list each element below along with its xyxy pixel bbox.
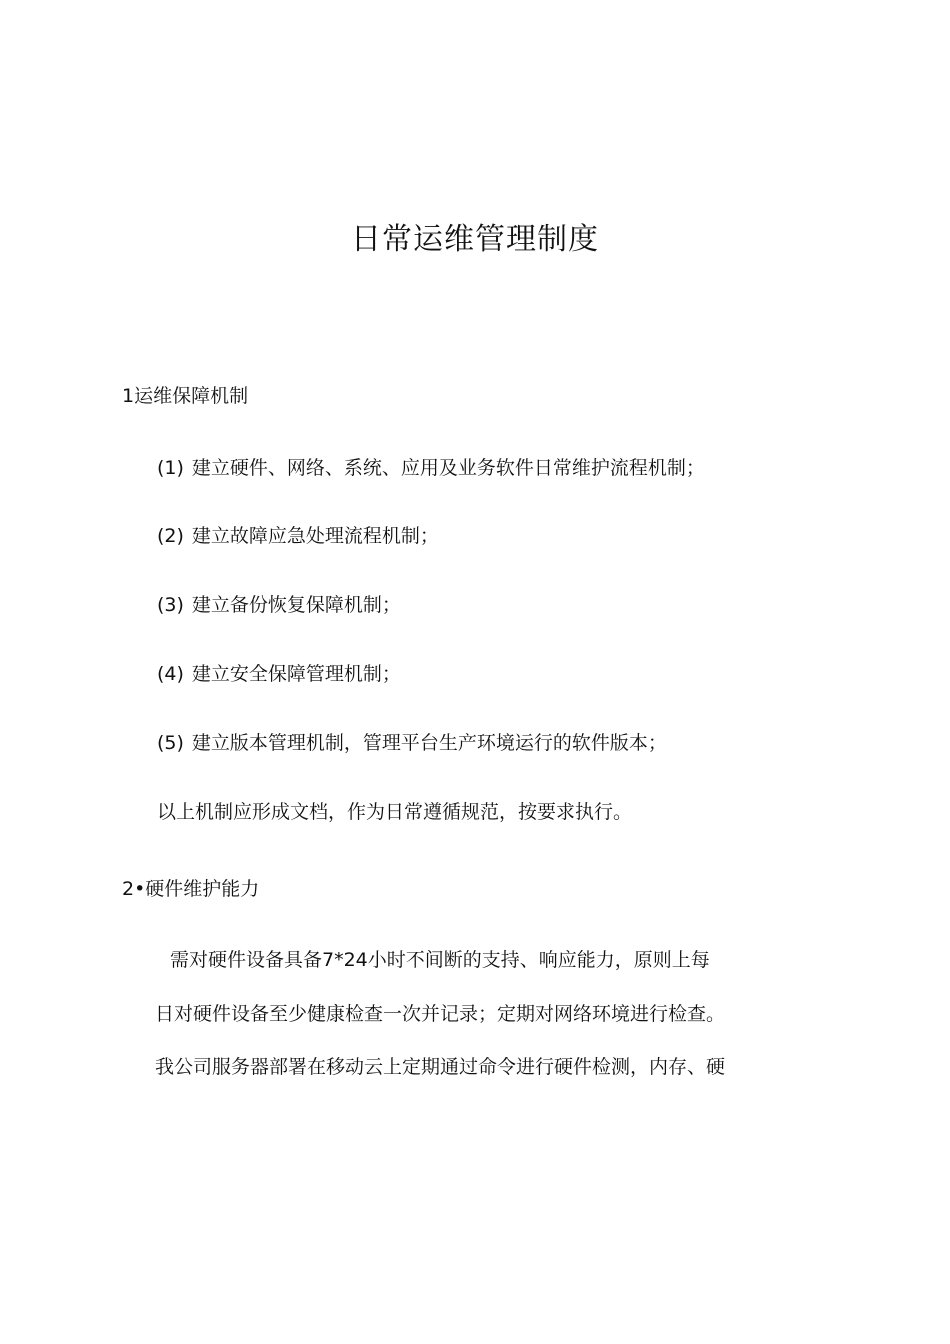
item-text: 建立安全保障管理机制； xyxy=(191,663,401,685)
item-number: (5) xyxy=(157,732,184,754)
section-2-paragraph-line: 需对硬件设备具备7*24小时不间断的支持、响应能力，原则上每 xyxy=(170,949,710,971)
section-2-heading: 2•硬件维护能力 xyxy=(122,878,260,900)
section-1-item xyxy=(157,591,401,619)
item-text: 建立硬件、网络、系统、应用及业务软件日常维护流程机制； xyxy=(191,457,705,479)
item-number: (2) xyxy=(157,525,184,547)
section-1-item xyxy=(157,660,401,688)
item-number: (4) xyxy=(157,663,184,685)
item-number: (3) xyxy=(157,594,184,616)
section-2-paragraph-line: 我公司服务器部署在移动云上定期通过命令进行硬件检测，内存、硬 xyxy=(155,1056,726,1078)
section-1-summary: 以上机制应形成文档，作为日常遵循规范，按要求执行。 xyxy=(157,801,633,823)
section-1-heading: 1运维保障机制 xyxy=(122,385,249,407)
section-2-paragraph-line: 日对硬件设备至少健康检查一次并记录；定期对网络环境进行检查。 xyxy=(155,1003,726,1025)
item-text: 建立备份恢复保障机制； xyxy=(191,594,401,616)
item-text: 建立故障应急处理流程机制； xyxy=(191,525,439,547)
document-title: 日常运维管理制度 xyxy=(351,222,599,257)
section-1-item xyxy=(157,729,667,757)
item-text: 建立版本管理机制，管理平台生产环境运行的软件版本； xyxy=(191,732,667,754)
section-1-item xyxy=(157,454,705,482)
item-number: (1) xyxy=(157,457,184,479)
section-1-item xyxy=(157,522,439,550)
